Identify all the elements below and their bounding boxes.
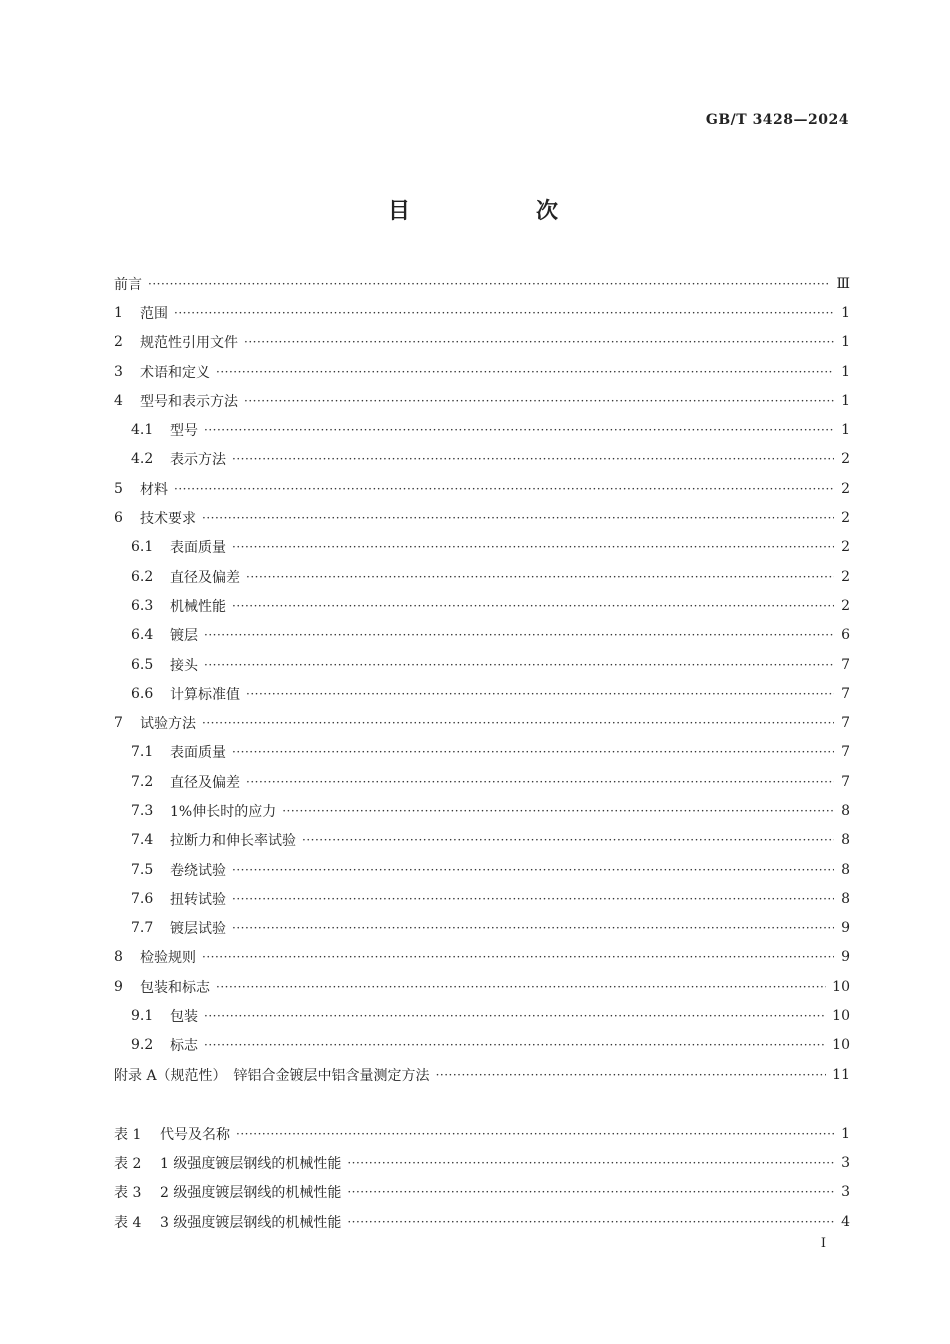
dot-leader xyxy=(232,864,834,876)
toc-entry-number: 6.1 xyxy=(131,539,154,556)
toc-entry-page: 9 xyxy=(841,949,850,966)
toc-entry-label: 标志 xyxy=(170,1038,198,1055)
toc-entry-number: 4 xyxy=(114,392,123,409)
toc-entry-page: 8 xyxy=(841,890,850,907)
toc-entry[interactable] xyxy=(114,738,850,767)
toc-entry-label: 代号及名称 xyxy=(160,1126,230,1143)
toc-entry-page: 1 xyxy=(841,304,850,321)
dot-leader xyxy=(204,1039,826,1051)
dot-leader xyxy=(148,278,830,290)
toc-entry-number: 4.1 xyxy=(131,422,154,439)
toc-entry-page: 7 xyxy=(841,744,850,761)
toc-entry-page: 3 xyxy=(841,1154,850,1171)
toc-entry-label: 镀层 xyxy=(170,628,198,645)
toc-entry-number: 7.3 xyxy=(131,802,154,819)
toc-entry-label: 3 级强度镀层钢线的机械性能 xyxy=(160,1214,342,1231)
toc-entry-page: 1 xyxy=(841,392,850,409)
toc-entry-page: 2 xyxy=(841,568,850,585)
toc-entry[interactable] xyxy=(114,591,850,620)
table-of-contents xyxy=(114,269,850,1089)
toc-entry[interactable] xyxy=(114,708,850,737)
toc-entry-number: 6 xyxy=(114,510,123,527)
toc-entry-label: 扭转试验 xyxy=(170,891,226,908)
list-of-tables xyxy=(114,1119,850,1236)
toc-entry-number: 表 3 xyxy=(114,1185,142,1202)
toc-entry-label: 型号 xyxy=(170,423,198,440)
toc-entry[interactable] xyxy=(114,1178,850,1207)
dot-leader xyxy=(236,1128,834,1140)
toc-entry-number: 9.2 xyxy=(131,1037,154,1054)
toc-entry-number: 8 xyxy=(114,949,123,966)
dot-leader xyxy=(246,776,834,788)
toc-entry-number: 7.5 xyxy=(131,861,154,878)
dot-leader xyxy=(202,951,834,963)
toc-entry[interactable] xyxy=(114,796,850,825)
toc-entry-label: 镀层试验 xyxy=(170,921,226,938)
toc-entry[interactable] xyxy=(114,1060,850,1089)
toc-entry-number: 表 4 xyxy=(114,1214,142,1231)
toc-entry[interactable] xyxy=(114,679,850,708)
toc-entry[interactable] xyxy=(114,855,850,884)
toc-entry-label: 附录 A（规范性） 锌铝合金镀层中铝含量测定方法 xyxy=(114,1067,430,1084)
dot-leader xyxy=(216,981,826,993)
toc-entry[interactable] xyxy=(114,474,850,503)
toc-entry[interactable] xyxy=(114,269,850,298)
toc-entry-label: 接头 xyxy=(170,657,198,674)
toc-entry-page: 3 xyxy=(841,1184,850,1201)
dot-leader xyxy=(302,834,834,846)
toc-entry[interactable] xyxy=(114,298,850,327)
toc-entry-label: 表面质量 xyxy=(170,540,226,557)
toc-entry[interactable] xyxy=(114,621,850,650)
dot-leader xyxy=(246,571,834,583)
toc-entry-number: 7.1 xyxy=(131,744,154,761)
toc-entry-page: 11 xyxy=(832,1066,850,1083)
dot-leader xyxy=(232,600,834,612)
toc-entry-page: 9 xyxy=(841,920,850,937)
toc-entry-page: 2 xyxy=(841,451,850,468)
dot-leader xyxy=(244,395,834,407)
footer-page-number: I xyxy=(820,1236,826,1251)
toc-entry-number: 1 xyxy=(114,304,123,321)
toc-entry-number: 6.5 xyxy=(131,656,154,673)
dot-leader xyxy=(232,541,834,553)
toc-entry-number: 6.4 xyxy=(131,627,154,644)
toc-entry-page: Ⅲ xyxy=(836,275,850,292)
dot-leader xyxy=(347,1186,834,1198)
toc-entry-page: 10 xyxy=(832,978,850,995)
toc-entry[interactable] xyxy=(114,357,850,386)
toc-entry-page: 2 xyxy=(841,539,850,556)
toc-entry-label: 直径及偏差 xyxy=(170,774,240,791)
toc-entry-label: 检验规则 xyxy=(140,950,196,967)
dot-leader xyxy=(232,893,834,905)
toc-entry[interactable] xyxy=(114,767,850,796)
dot-leader xyxy=(204,424,834,436)
dot-leader xyxy=(174,483,834,495)
dot-leader xyxy=(436,1069,827,1081)
toc-entry-label: 1 级强度镀层钢线的机械性能 xyxy=(160,1155,342,1172)
dot-leader xyxy=(202,717,834,729)
toc-entry-label: 表示方法 xyxy=(170,452,226,469)
dot-leader xyxy=(204,1010,826,1022)
toc-entry-number: 表 1 xyxy=(114,1126,142,1143)
dot-leader xyxy=(246,688,834,700)
toc-entry-label: 2 级强度镀层钢线的机械性能 xyxy=(160,1185,342,1202)
toc-entry-number: 7.6 xyxy=(131,890,154,907)
toc-entry-page: 10 xyxy=(832,1037,850,1054)
toc-entry-page: 7 xyxy=(841,656,850,673)
toc-entry-label: 规范性引用文件 xyxy=(140,335,238,352)
standard-code: GB/T 3428—2024 xyxy=(705,112,849,128)
toc-entry-label: 前言 xyxy=(114,276,142,293)
toc-entry-number: 5 xyxy=(114,480,123,497)
dot-leader xyxy=(204,659,834,671)
toc-entry-label: 表面质量 xyxy=(170,745,226,762)
toc-entry-page: 8 xyxy=(841,861,850,878)
toc-entry-number: 3 xyxy=(114,363,123,380)
toc-entry-label: 卷绕试验 xyxy=(170,862,226,879)
dot-leader xyxy=(232,746,834,758)
toc-entry-page: 8 xyxy=(841,802,850,819)
toc-entry-page: 7 xyxy=(841,773,850,790)
toc-entry[interactable] xyxy=(114,1148,850,1177)
dot-leader xyxy=(282,805,834,817)
dot-leader xyxy=(244,336,834,348)
toc-entry-number: 6.3 xyxy=(131,597,154,614)
toc-entry-page: 1 xyxy=(841,422,850,439)
toc-entry-label: 1%伸长时的应力 xyxy=(170,803,277,820)
toc-entry-number: 4.2 xyxy=(131,451,154,468)
dot-leader xyxy=(174,307,834,319)
dot-leader xyxy=(232,453,834,465)
toc-entry[interactable] xyxy=(114,503,850,532)
toc-entry-page: 2 xyxy=(841,510,850,527)
toc-entry-label: 拉断力和伸长率试验 xyxy=(170,833,296,850)
dot-leader xyxy=(202,512,834,524)
dot-leader xyxy=(216,366,834,378)
toc-entry-label: 术语和定义 xyxy=(140,364,210,381)
toc-entry-page: 8 xyxy=(841,832,850,849)
toc-entry[interactable] xyxy=(114,386,850,415)
toc-entry-number: 7.7 xyxy=(131,920,154,937)
toc-entry[interactable] xyxy=(114,1119,850,1148)
toc-entry-label: 计算标准值 xyxy=(170,686,240,703)
toc-entry-label: 机械性能 xyxy=(170,598,226,615)
toc-entry-page: 4 xyxy=(841,1213,850,1230)
toc-entry[interactable] xyxy=(114,650,850,679)
toc-entry[interactable] xyxy=(114,943,850,972)
toc-entry-number: 2 xyxy=(114,334,123,351)
toc-entry-number: 9.1 xyxy=(131,1008,154,1025)
toc-entry-page: 2 xyxy=(841,480,850,497)
toc-entry-page: 1 xyxy=(841,1125,850,1142)
toc-entry-label: 包装和标志 xyxy=(140,979,210,996)
toc-entry-label: 技术要求 xyxy=(140,511,196,528)
toc-entry[interactable] xyxy=(114,914,850,943)
page-title: 目 次 xyxy=(387,199,610,224)
toc-entry-label: 包装 xyxy=(170,1009,198,1026)
dot-leader xyxy=(204,629,834,641)
toc-entry-number: 表 2 xyxy=(114,1155,142,1172)
toc-entry-page: 7 xyxy=(841,685,850,702)
toc-entry-label: 直径及偏差 xyxy=(170,569,240,586)
dot-leader xyxy=(347,1157,834,1169)
toc-entry-number: 6.2 xyxy=(131,568,154,585)
toc-entry-number: 7.4 xyxy=(131,832,154,849)
toc-entry-label: 型号和表示方法 xyxy=(140,393,238,410)
toc-entry[interactable] xyxy=(114,972,850,1001)
toc-entry[interactable] xyxy=(114,415,850,444)
toc-entry-number: 7 xyxy=(114,715,123,732)
toc-entry-label: 范围 xyxy=(140,305,168,322)
toc-entry-label: 材料 xyxy=(140,481,168,498)
toc-entry[interactable] xyxy=(114,445,850,474)
toc-entry-page: 2 xyxy=(841,597,850,614)
toc-entry-number: 9 xyxy=(114,978,123,995)
toc-entry-page: 6 xyxy=(841,627,850,644)
toc-entry[interactable] xyxy=(114,562,850,591)
dot-leader xyxy=(347,1216,834,1228)
toc-entry[interactable] xyxy=(114,1031,850,1060)
toc-entry-page: 1 xyxy=(841,334,850,351)
toc-entry-page: 10 xyxy=(832,1008,850,1025)
toc-entry[interactable] xyxy=(114,826,850,855)
toc-entry[interactable] xyxy=(114,1207,850,1236)
toc-entry-number: 7.2 xyxy=(131,773,154,790)
toc-entry[interactable] xyxy=(114,533,850,562)
toc-entry[interactable] xyxy=(114,1001,850,1030)
toc-entry[interactable] xyxy=(114,884,850,913)
toc-entry-number: 6.6 xyxy=(131,685,154,702)
toc-entry[interactable] xyxy=(114,328,850,357)
toc-entry-page: 7 xyxy=(841,715,850,732)
toc-entry-page: 1 xyxy=(841,363,850,380)
dot-leader xyxy=(232,922,834,934)
toc-entry-label: 试验方法 xyxy=(140,716,196,733)
